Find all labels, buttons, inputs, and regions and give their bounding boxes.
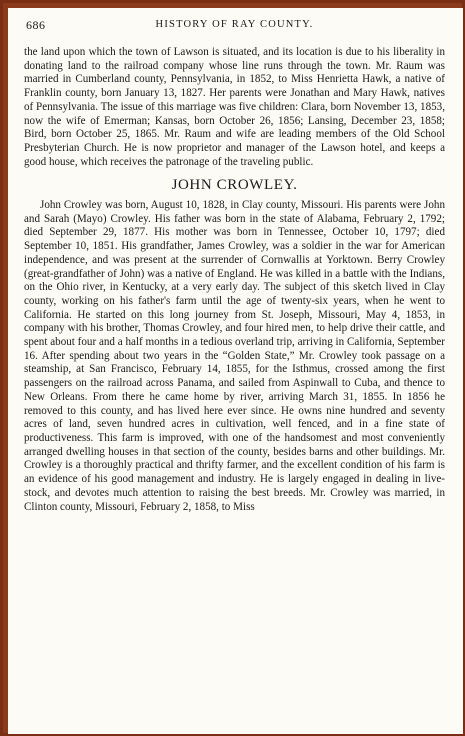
biography-paragraph: John Crowley was born, August 10, 1828, in Clay county, Missouri. His parents were John and Sarah (Mayo) Crowley. His father was born in the state of Alabama, February 2, 1792; died September 29, 1877. His mother was born in Tennessee, October 10, 1797; died September 10, 1851. His grandfather, James Crowley, was a soldier in the war for American independence, and was present at the surrender of Cornwallis at Yorktown. Berry Crowley (great-grandfather of John) was a native of England. He was killed in a battle with the Indians, on the Ohio river, in Kentucky, at a very early day. The subject of this sketch lived in Clay county, working on his father's farm until the age of twenty-six years, when he went to California. He started on this long journey from St. Joseph, Missouri, May 4, 1853, in company with his brother, Thomas Crowley, and four hired men, to help drive their cattle, and spent about four and a half months in a tedious overland trip, arriving in California, September 16. After spending about two years in the “Golden State,” Mr. Crowley took passage on a steamship, at San Francisco, February 14, 1855, for the Isthmus, crossed among the first passengers on the railroad across Panama, and sailed from Aspinwall to Cuba, and thence to New Orleans. From there he came home by river, arriving March 31, 1855. In 1856 he removed to this county, and has lived here ever since. He owns nine hundred and seventy acres of land, seven hundred acres in cultivation, well fenced, and in a fine state of productiveness. This farm is improved, with one of the handsomest and most conveniently arranged dwelling houses in that section of the county, besides barns and other buildings. Mr. Crowley is a thoroughly practical and thrifty farmer, and the excellent condition of his farm is an evidence of his good management and industry. He is largely engaged in dealing in live-stock, and devotes much attention to raising the best breeds. Mr. Crowley was married, in Clinton county, Missouri, February 2, 1858, to Miss bbox=[24, 199, 445, 513]
section-title: JOHN CROWLEY. bbox=[171, 177, 298, 194]
page-body bbox=[24, 46, 445, 514]
intro-paragraph: the land upon which the town of Lawson is situated, and its location is due to his liberality in donating land to the railroad company whose line runs through the town. Mr. Raum was married in Cumberland county, Pennsylvania, in 1852, to Miss Henrietta Hawk, a native of Franklin county, born January 13, 1827. Her parents were Jonathan and Mary Hawk, natives of Pennsylvania. The issue of this marriage was five children: Clara, born November 13, 1853, now the wife of Emerman; Kansas, born October 26, 1856; Lansing, December 23, 1858; Bird, born October 25, 1865. Mr. Raum and wife are leading members of the Old School Presbyterian Church. He is now proprietor and manager of the Lawson hotel, and keeps a good house, which receives the patronage of the traveling public. bbox=[24, 46, 445, 168]
running-head: HISTORY OF RAY COUNTY. bbox=[155, 19, 314, 30]
book-page bbox=[8, 8, 463, 734]
page-header bbox=[24, 18, 445, 36]
page-number: 686 bbox=[26, 18, 46, 32]
